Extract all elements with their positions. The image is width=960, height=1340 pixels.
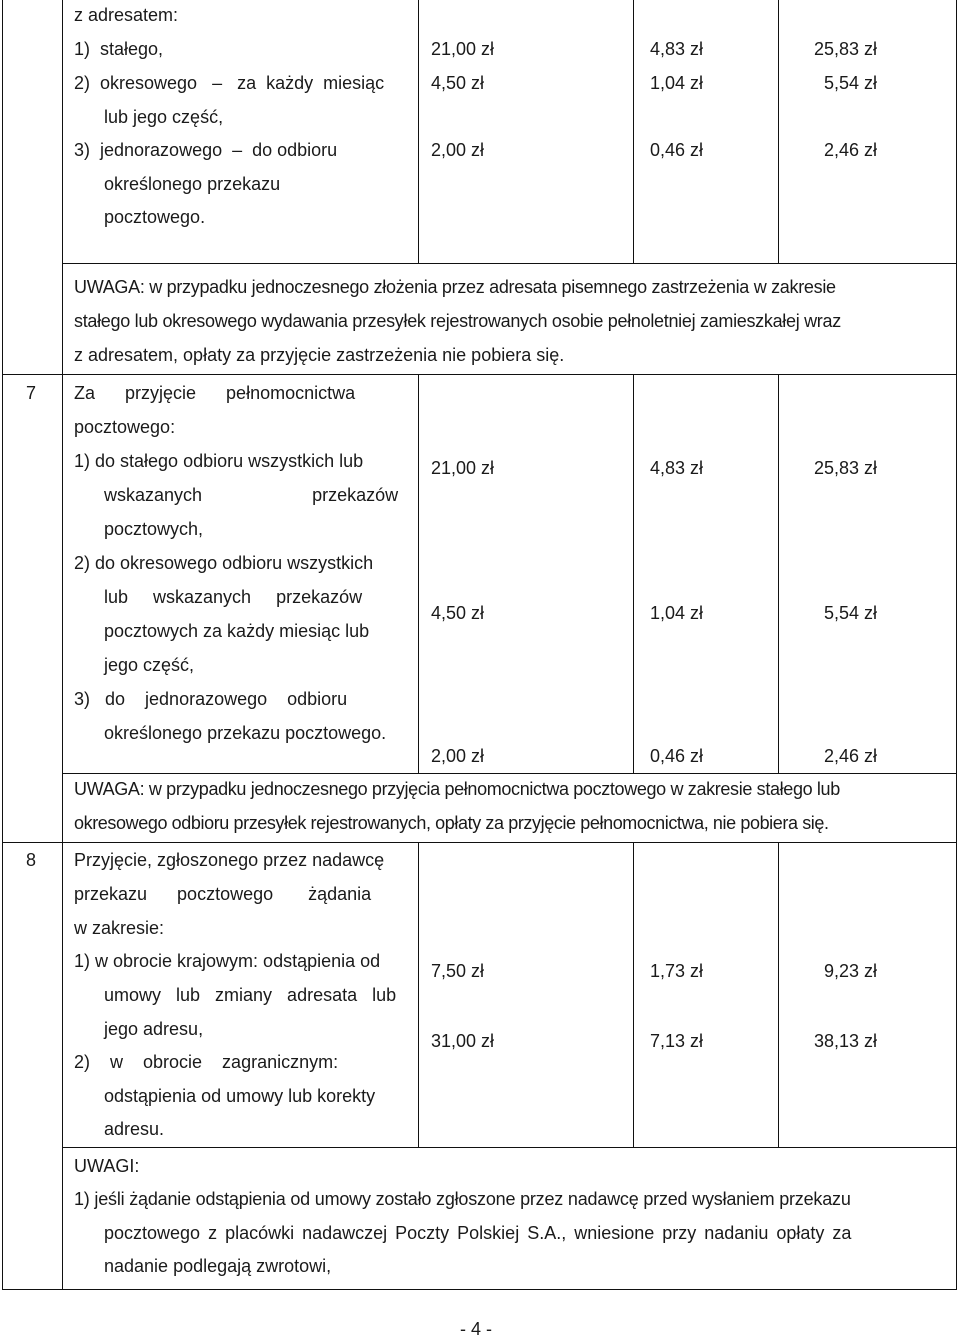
row6-net-price: 21,00 zł <box>431 39 495 59</box>
row7-desc-line: pocztowego: <box>74 417 176 437</box>
row8-desc-line: umowy lub zmiany adresata lub <box>104 985 397 1005</box>
row8-desc-line: adresu. <box>104 1119 165 1139</box>
row6-gross-price: 2,46 zł <box>823 140 877 160</box>
row8-col-divider-2 <box>633 842 634 1148</box>
row7-gross-price: 5,54 zł <box>823 603 877 623</box>
row7-note-line: okresowego odbioru przesyłek rejestrowanych, opłaty za przyjęcie pełnomocnictwa, nie pobiera się. <box>74 813 829 833</box>
row7-desc-line: 2) do okresowego odbioru wszystkich <box>74 553 374 573</box>
row7-desc-line: określonego przekazu pocztowego. <box>104 723 387 743</box>
row6-note-line: UWAGA: w przypadku jednoczesnego złożenia przez adresata pisemnego zastrzeżenia w zakresie <box>74 277 836 297</box>
row6-vat-amount: 4,83 zł <box>649 39 703 59</box>
page-number: - 4 - <box>460 1319 493 1339</box>
row6-col-divider-1 <box>418 0 419 264</box>
row8-desc-line: jego adresu, <box>104 1019 204 1039</box>
row6-vat-amount: 0,46 zł <box>649 140 703 160</box>
row6-note-line: z adresatem, opłaty za przyjęcie zastrzeżenia nie pobiera się. <box>74 345 565 365</box>
row6-desc-line: lub jego część, <box>104 107 224 127</box>
row6-desc-line: pocztowego. <box>104 207 206 227</box>
row8-desc-line: odstąpienia od umowy lub korekty <box>104 1086 376 1106</box>
row7-vat-amount: 1,04 zł <box>649 603 703 623</box>
row-divider-7 <box>2 374 957 375</box>
row7-net-price: 4,50 zł <box>431 603 485 623</box>
row8-desc-line: 1) w obrocie krajowym: odstąpienia od <box>74 951 381 971</box>
row6-desc-line: określonego przekazu <box>104 174 281 194</box>
row8-net-price: 7,50 zł <box>431 961 485 981</box>
row8-note-line: nadanie podlegają zwrotowi, <box>104 1256 332 1276</box>
row7-gross-price: 2,46 zł <box>823 746 877 766</box>
row8-desc-line: Przyjęcie, zgłoszonego przez nadawcę <box>74 850 385 870</box>
row8-note-title: UWAGI: <box>74 1156 140 1176</box>
row6-vat-amount: 1,04 zł <box>649 73 703 93</box>
row7-desc-line: 1) do stałego odbioru wszystkich lub <box>74 451 364 471</box>
row7-desc-line: Za przyjęcie pełnomocnictwa <box>74 383 356 403</box>
row6-gross-price: 5,54 zł <box>823 73 877 93</box>
row6-net-price: 2,00 zł <box>431 140 485 160</box>
row6-desc-line: 3) jednorazowego – do odbioru <box>74 140 338 160</box>
row8-number: 8 <box>26 850 37 870</box>
row8-col-divider-3 <box>778 842 779 1148</box>
row8-col-divider-1 <box>418 842 419 1148</box>
row7-desc-line: lub wskazanych przekazów <box>104 587 363 607</box>
row8-desc-line: 2) w obrocie zagranicznym: <box>74 1052 339 1072</box>
row7-vat-amount: 0,46 zł <box>649 746 703 766</box>
row6-desc-line: 2) okresowego – za każdy miesiąc <box>74 73 385 93</box>
row8-note-line: 1) jeśli żądanie odstąpienia od umowy zostało zgłoszone przez nadawcę przed wysłaniem przekazu <box>74 1189 851 1209</box>
row7-desc-line: 3) do jednorazowego odbioru <box>74 689 348 709</box>
row8-net-price: 31,00 zł <box>431 1031 495 1051</box>
row7-note-line: UWAGA: w przypadku jednoczesnego przyjęcia pełnomocnictwa pocztowego w zakresie stałego lub <box>74 779 840 799</box>
row7-col-divider-3 <box>778 374 779 774</box>
row6-net-price: 4,50 zł <box>431 73 485 93</box>
row8-gross-price: 9,23 zł <box>823 961 877 981</box>
row6-note-line: stałego lub okresowego wydawania przesyłek rejestrowanych osobie pełnoletniej zamieszkałej wraz <box>74 311 841 331</box>
row8-note-divider <box>62 1147 957 1148</box>
row8-gross-price: 38,13 zł <box>813 1031 877 1051</box>
row7-vat-amount: 4,83 zł <box>649 458 703 478</box>
row7-number: 7 <box>26 383 37 403</box>
row7-net-price: 2,00 zł <box>431 746 485 766</box>
row7-desc-line: pocztowych za każdy miesiąc lub <box>104 621 370 641</box>
row7-desc-line: jego część, <box>104 655 195 675</box>
row7-net-price: 21,00 zł <box>431 458 495 478</box>
row6-desc-line: 1) stałego, <box>74 39 164 59</box>
row7-desc-line: wskazanych przekazów <box>104 485 399 505</box>
row-divider-8 <box>2 842 957 843</box>
table-border-right <box>956 0 957 1290</box>
row6-desc-line: z adresatem: <box>74 5 179 25</box>
row7-gross-price: 25,83 zł <box>813 458 877 478</box>
row8-desc-line: przekazu pocztowego żądania <box>74 884 372 904</box>
table-border-left <box>2 0 3 1290</box>
row8-vat-amount: 7,13 zł <box>649 1031 703 1051</box>
row6-gross-price: 25,83 zł <box>813 39 877 59</box>
row8-note-line: pocztowego z placówki nadawczej Poczty Polskiej S.A., wniesione przy nadaniu opłaty za <box>104 1223 852 1243</box>
table-border-bottom <box>2 1289 957 1290</box>
row7-col-divider-1 <box>418 374 419 774</box>
row7-desc-line: pocztowych, <box>104 519 204 539</box>
number-column-divider <box>62 0 63 1290</box>
row6-note-divider <box>62 263 957 264</box>
row8-desc-line: w zakresie: <box>74 918 165 938</box>
row8-vat-amount: 1,73 zł <box>649 961 703 981</box>
row7-col-divider-2 <box>633 374 634 774</box>
